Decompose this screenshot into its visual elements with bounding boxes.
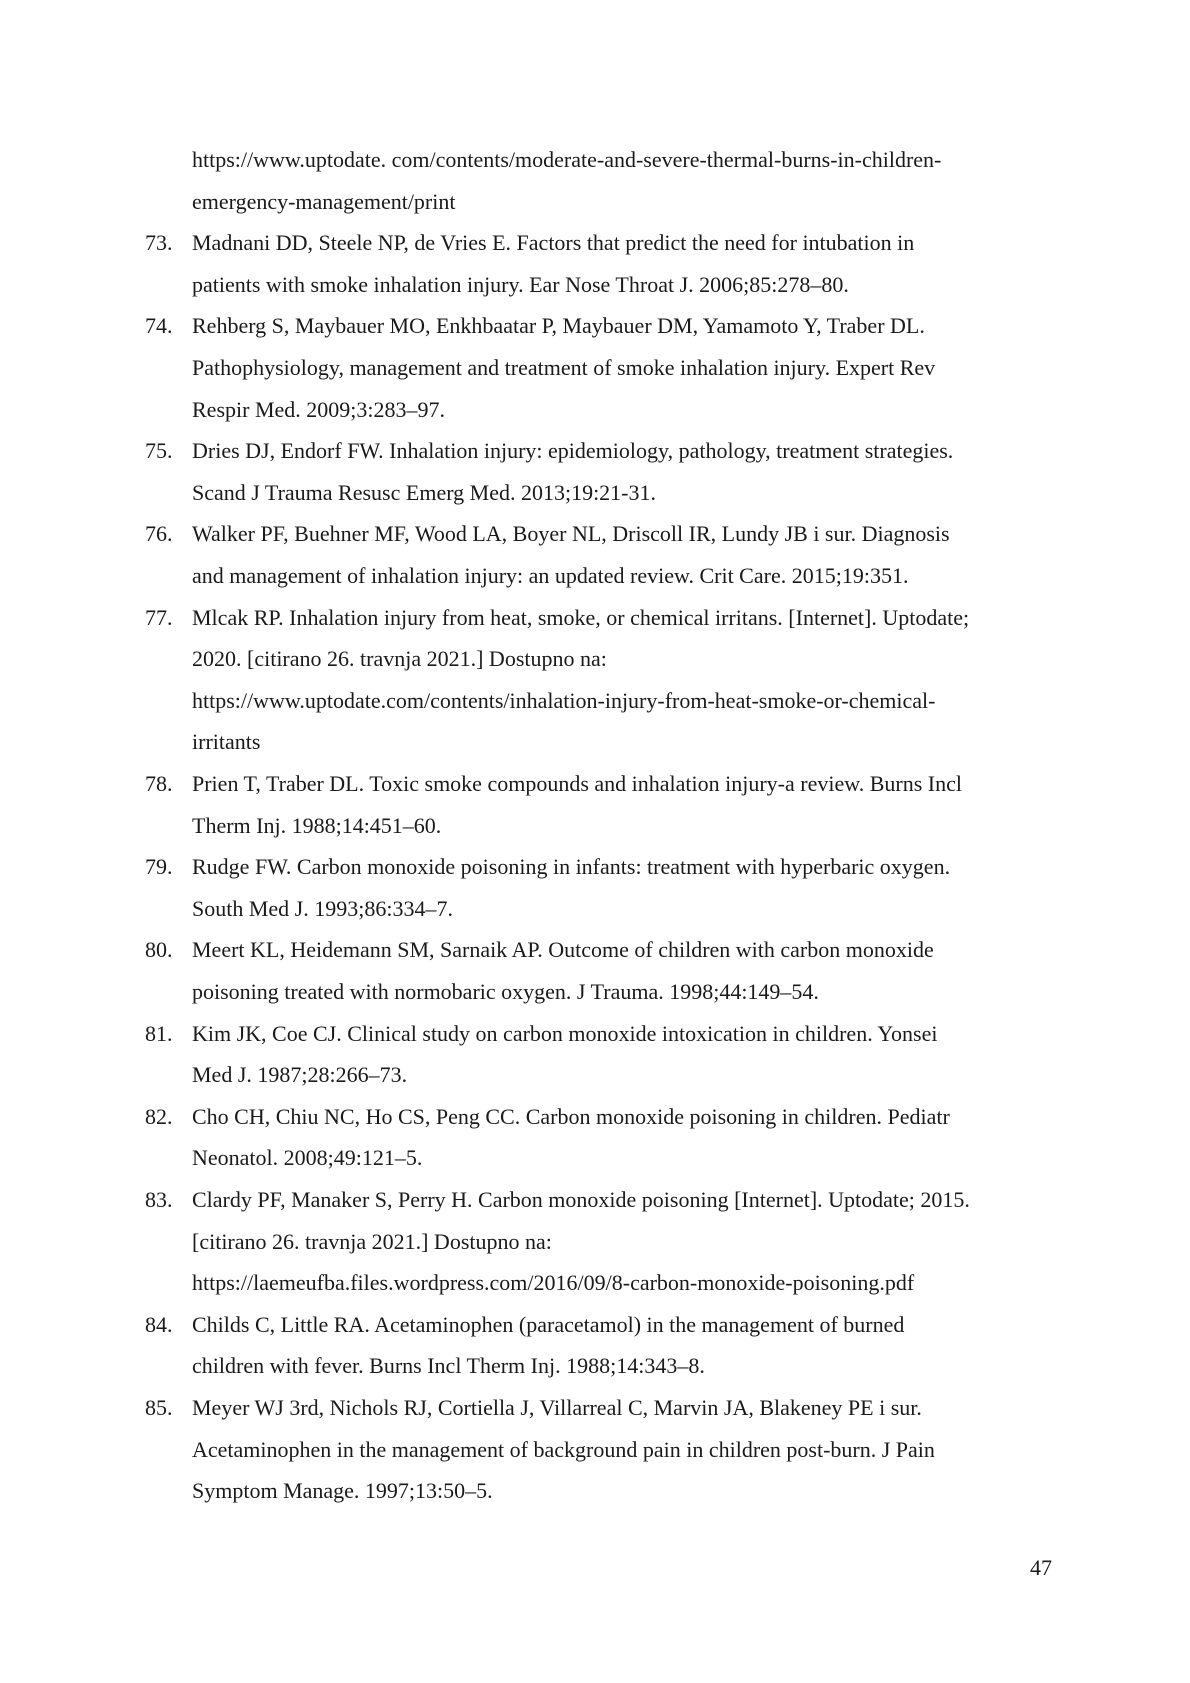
reference-text: Kim JK, Coe CJ. Clinical study on carbon monoxide intoxication in children. Yonsei — [192, 1020, 938, 1046]
reference-number: 85. — [145, 1395, 173, 1420]
reference-number: 76. — [145, 521, 173, 547]
reference-text: https://www.uptodate. com/contents/moderate-and-severe-thermal-burns-in-children- — [192, 147, 942, 172]
reference-text: Madnani DD, Steele NP, de Vries E. Factors that predict the need for intubation in — [192, 230, 915, 256]
reference-text: https://www.uptodate.com/contents/inhalation-injury-from-heat-smoke-or-chemical- — [192, 687, 936, 713]
reference-number: 83. — [145, 1187, 173, 1212]
reference-text: Cho CH, Chiu NC, Ho CS, Peng CC. Carbon monoxide poisoning in children. Pediatr — [192, 1103, 950, 1129]
reference-number: 74. — [145, 313, 173, 339]
reference-text: Med J. 1987;28:266–73. — [192, 1062, 408, 1088]
reference-number: 75. — [145, 438, 173, 464]
reference-text: Symptom Manage. 1997;13:50–5. — [192, 1478, 493, 1504]
reference-text: patients with smoke inhalation injury. Ear Nose Throat J. 2006;85:278–80. — [192, 271, 849, 297]
reference-text: Acetaminophen in the management of background pain in children post-burn. J Pain — [192, 1436, 935, 1462]
reference-text: South Med J. 1993;86:334–7. — [192, 895, 453, 921]
reference-number: 81. — [145, 1020, 173, 1046]
reference-text: Meert KL, Heidemann SM, Sarnaik AP. Outcome of children with carbon monoxide — [192, 937, 934, 963]
reference-number: 80. — [145, 937, 173, 963]
reference-number: 79. — [145, 854, 173, 880]
reference-text: [citirano 26. travnja 2021.] Dostupno na: — [192, 1228, 552, 1254]
reference-number: 82. — [145, 1103, 173, 1129]
reference-number: 84. — [145, 1311, 173, 1337]
reference-text: 2020. [citirano 26. travnja 2021.] Dostupno na: — [192, 646, 607, 672]
reference-text: poisoning treated with normobaric oxygen. J Trauma. 1998;44:149–54. — [192, 979, 819, 1004]
reference-text: Therm Inj. 1988;14:451–60. — [192, 812, 442, 838]
reference-text: Rudge FW. Carbon monoxide poisoning in infants: treatment with hyperbaric oxygen. — [192, 854, 951, 880]
reference-text: Mlcak RP. Inhalation injury from heat, smoke, or chemical irritans. [Internet]. Uptodate; — [192, 604, 970, 630]
reference-text: https://laemeufba.files.wordpress.com/2016/09/8-carbon-monoxide-poisoning.pdf — [192, 1270, 915, 1296]
page-number: 47 — [1030, 1555, 1052, 1580]
reference-text: Respir Med. 2009;3:283–97. — [192, 396, 445, 422]
reference-text: Walker PF, Buehner MF, Wood LA, Boyer NL, Driscoll IR, Lundy JB i sur. Diagnosis — [192, 521, 950, 547]
reference-text: and management of inhalation injury: an updated review. Crit Care. 2015;19:351. — [192, 563, 909, 588]
reference-text: Rehberg S, Maybauer MO, Enkhbaatar P, Maybauer DM, Yamamoto Y, Traber DL. — [192, 313, 925, 339]
reference-text: Neonatol. 2008;49:121–5. — [192, 1145, 423, 1171]
reference-text: Dries DJ, Endorf FW. Inhalation injury: epidemiology, pathology, treatment strategies. — [192, 438, 954, 464]
reference-number: 73. — [145, 230, 173, 256]
reference-text: Childs C, Little RA. Acetaminophen (paracetamol) in the management of burned — [192, 1311, 905, 1337]
reference-text: irritants — [192, 729, 261, 755]
reference-text: Prien T, Traber DL. Toxic smoke compounds and inhalation injury-a review. Burns Incl — [192, 771, 962, 796]
reference-text: Scand J Trauma Resusc Emerg Med. 2013;19:21-31. — [192, 479, 657, 505]
reference-text: Clardy PF, Manaker S, Perry H. Carbon monoxide poisoning [Internet]. Uptodate; 2015. — [192, 1187, 970, 1212]
reference-text: children with fever. Burns Incl Therm Inj. 1988;14:343–8. — [192, 1353, 705, 1379]
reference-number: 78. — [145, 771, 173, 796]
reference-text: emergency-management/print — [192, 188, 456, 214]
reference-text: Pathophysiology, management and treatment of smoke inhalation injury. Expert Rev — [192, 355, 936, 380]
reference-number: 77. — [145, 604, 173, 630]
reference-text: Meyer WJ 3rd, Nichols RJ, Cortiella J, Villarreal C, Marvin JA, Blakeney PE i sur. — [192, 1395, 922, 1420]
